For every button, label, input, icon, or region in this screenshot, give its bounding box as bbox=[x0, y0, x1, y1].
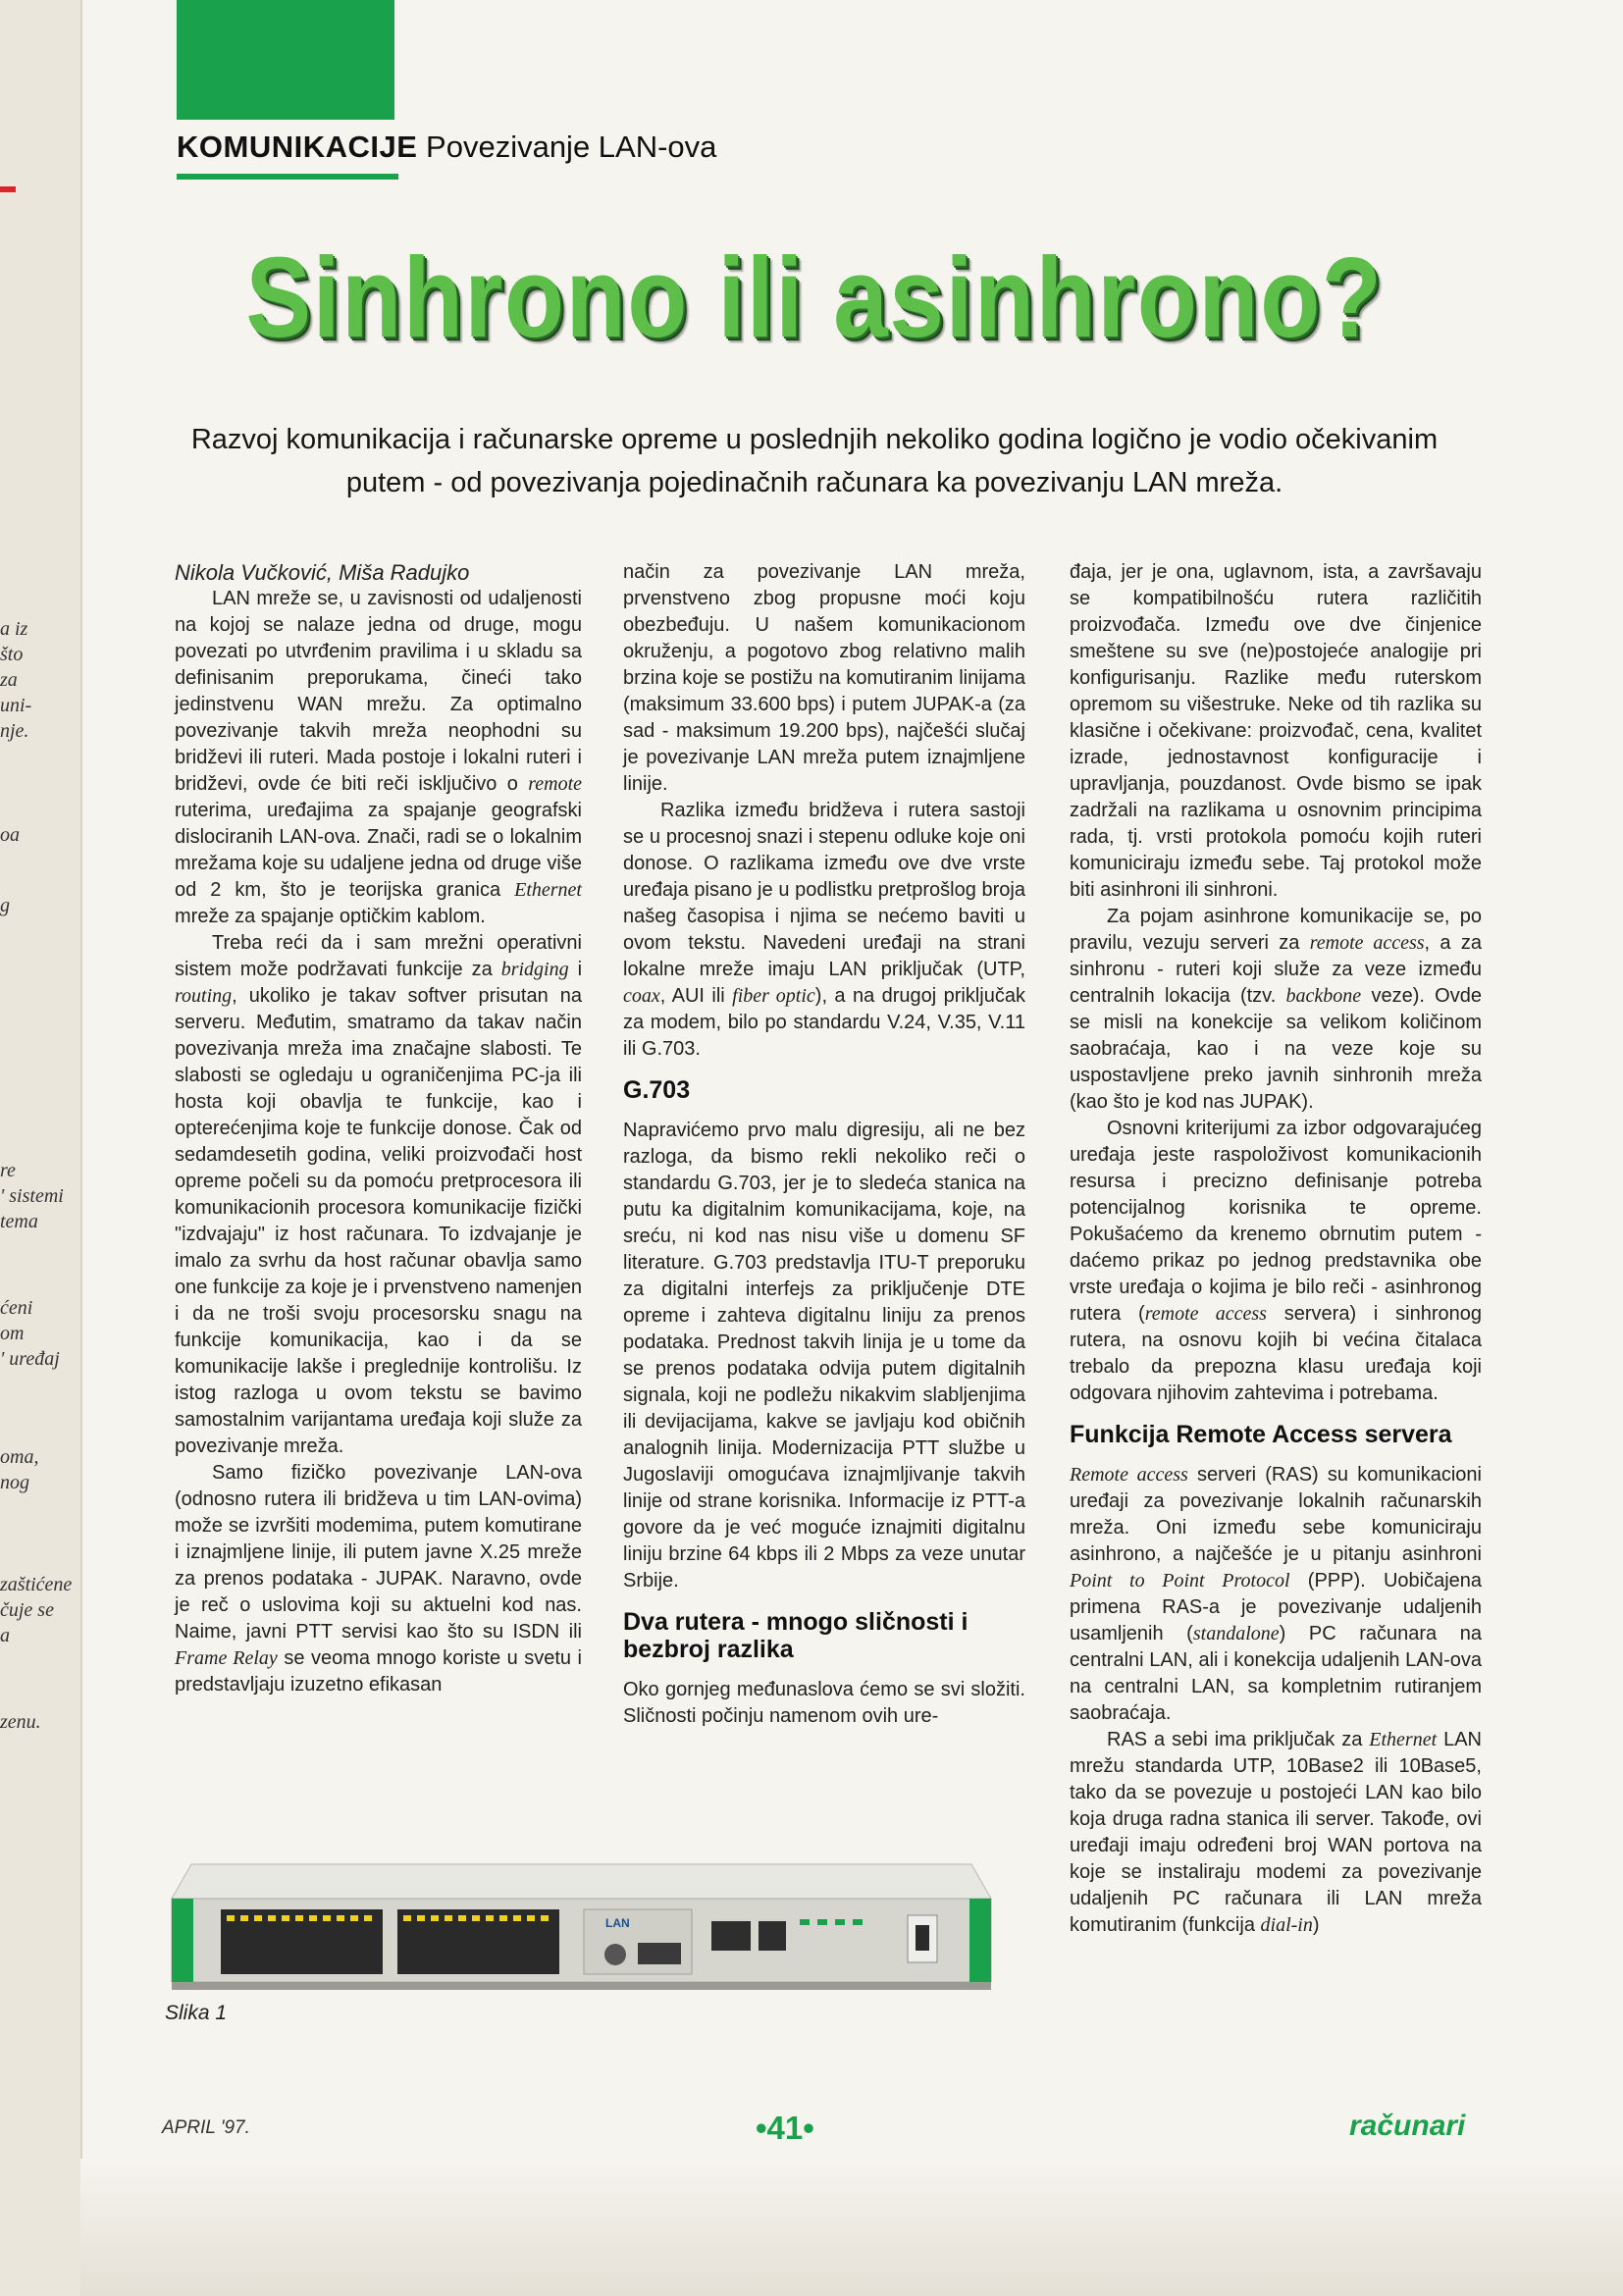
gutter-text: a iz što za uni- nje. bbox=[0, 618, 32, 742]
gutter-text: zaštićene čuje se a bbox=[0, 1574, 73, 1646]
issue-date: APRIL '97. bbox=[162, 2117, 250, 2138]
article-authors: Nikola Vučković, Miša Radujko bbox=[175, 560, 470, 585]
text-column-3 bbox=[1070, 559, 1482, 1939]
gutter-text: zenu. bbox=[0, 1711, 41, 1733]
router-device-image bbox=[162, 1845, 1001, 2002]
gutter-text: oa bbox=[0, 824, 20, 846]
paragraph: Samo fizičko povezivanje LAN-ova (odnosno rutera ili bridževa u tim LAN-ovima) može se izvršiti modemima, putem komutirane i iznajmljene linije, ili putem javne X.25 mreže za prenos podataka - JUPAK. Naravno, ovde je reč o uslovima koji su aktuelni kod nas. Naime, javni PTT servisi kao što su ISDN ili Frame Relay se veoma mnogo koriste u svetu i predstavljaju izuzetno efikasan bbox=[175, 1462, 582, 1696]
page-number: •41• bbox=[756, 2110, 814, 2146]
paragraph: RAS a sebi ima priključak za Ethernet LAN mrežu standarda UTP, 10Base2 ili 10Base5, tako da se povezuje u postojeći LAN kao bilo koja druga radna stanica ili server. Takođe, ovi uređaji imaju određeni broj WAN portova na koje se instaliraju modemi za povezivanje udaljenih PC računara ili LAN mreža komutiranim (funkcija dial-in) bbox=[1070, 1729, 1483, 1936]
paragraph: Treba reći da i sam mrežni operativni sistem može podržavati funkcije za bridging i routing, ukoliko je takav softver prisutan na serveru. Međutim, smatramo da takav način povezivanja mreža ima značajne slabosti. Te slabosti se ogledaju u ograničenjima PC-ja ili hosta koji obavlja te funkcije, kao i opterećenjima koje te funkcije donose. Čak od sedamdesetih godina, veliki proizvođači host opreme počeli su da pomoću pretprocesora ili komunikacionih procesora komunikacije fizički "izdvajaju" iz host računara. To izdvajanje je imalo za svrhu da host računar obavlja samo one funkcije za koje je i prvenstveno namenjen i da ne troši svoju procesorsku snagu na funkcije komunikacija, kao i da se komunikacije lakše i preglednije kontrolišu. Iz istog razloga u ovom tekstu se bavimo samostalnim varijantama uređaja koji služe za povezivanje mreža. bbox=[175, 932, 583, 1457]
subheading: Funkcija Remote Access servera bbox=[1070, 1421, 1452, 1448]
gutter-text: g bbox=[0, 895, 10, 916]
paragraph: Remote access serveri (RAS) su komunikacioni uređaji za povezivanje lokalnih računarskih mreža. Oni između sebe komuniciraju asinhrono, a najčešće je u pitanju asinhroni Point to Point Protocol (PPP). Uobičajena primena RAS-a je povezivanje udaljenih usamljenih (standalone) PC računara na centralni LAN, ali i konekcija udaljenih LAN-ova na centralni LAN, sa kompletnim rutiranjem saobraćaja. bbox=[1070, 1464, 1483, 1724]
red-margin-mark bbox=[0, 186, 16, 192]
gutter-text: oma, nog bbox=[0, 1446, 39, 1493]
section-topic: Povezivanje LAN-ova bbox=[426, 130, 717, 164]
text-column-1 bbox=[175, 559, 582, 1698]
paragraph: đaja, jer je ona, uglavnom, ista, a završavaju se kompatibilnošću rutera različitih proizvođača. Između ove dve činjenice smeštene su sve (ne)postojeće analogije pri konfigurisanju. Razlike među ruterskom opremom su višestruke. Neke od tih razlika su klasične i očekivane: proizvođač, cena, kvalitet izrade, jednostavnost konfiguracije i upravljanja, pouzdanost. Ovde bismo se ipak zadržali na razlikama u osnovnim principima rada, tj. vrsti protokola pomoću kojih ruteri komuniciraju između sebe. Taj protokol može biti asinhroni ili sinhroni. bbox=[1070, 561, 1482, 901]
router-illustration bbox=[162, 1845, 1001, 2002]
previous-page-gutter bbox=[0, 0, 82, 2296]
article-title: Sinhrono ili asinhrono? bbox=[245, 234, 1384, 361]
header-color-block bbox=[177, 0, 394, 120]
paragraph: Razlika između bridževa i rutera sastoji se u procesnoj snazi i stepenu odluke koje oni donose. O razlikama između ove dve vrste uređaja pisano je u podlistku pretprošlog broja našeg časopisa i njima se nećemo baviti u ovom tekstu. Navedeni uređaji na strani lokalne mreže imaju LAN priključak (UTP, coax, AUI ili fiber optic), a na drugoj priključak za modem, bilo po standardu V.24, V.35, V.11 ili G.703. bbox=[623, 800, 1025, 1060]
page-bottom-shadow bbox=[80, 2159, 1623, 2296]
text-column-2 bbox=[623, 559, 1025, 1730]
subheading: G.703 bbox=[623, 1076, 691, 1104]
device-brand-label: LAN bbox=[605, 1916, 630, 1930]
subheading: Dva rutera - mnogo sličnosti i bezbroj razlika bbox=[623, 1608, 969, 1663]
paragraph: Osnovni kriterijumi za izbor odgovarajućeg uređaja jeste raspoloživost komunikacionih resursa i precizno definisanje potreba potencijalnog korisnika te opreme. Pokušaćemo da krenemo obrnutim putem - daćemo prikaz po jednog predstavnika obe vrste uređaja o kojima je bilo reči - asinhronog rutera (remote access servera) i sinhronog rutera, na osnovu kojih bi većina čitalaca trebalo da prepozna klasu uređaja koji odgovara njihovim zahtevima i potrebama. bbox=[1070, 1118, 1483, 1404]
section-header bbox=[177, 130, 717, 169]
paragraph: način za povezivanje LAN mreža, prvenstveno zbog propusne moći koju obezbeđuju. U našem komunikacionom okruženju, a pogotovo zbog relativno malih brzina koje se postižu na komutiranim linijama (maksimum 33.600 bps) i putem JUPAK-a (za sad - maksimum 19.200 bps), najčešći slučaj je povezivanje LAN mreža putem iznajmljene linije. bbox=[623, 561, 1025, 795]
gutter-text: ćeni om ' uređaj bbox=[0, 1297, 60, 1370]
paragraph: Oko gornjeg međunaslova ćemo se svi složiti. Sličnosti počinju namenom ovih ure- bbox=[623, 1679, 1025, 1727]
section-category: KOMUNIKACIJE bbox=[177, 130, 418, 164]
article-lead: Razvoj komunikacija i računarske opreme u poslednjih nekoliko godina logično je vodio očekivanim putem - od povezivanja pojedinačnih računara ka povezivanju LAN mreža. bbox=[190, 424, 1439, 498]
paragraph: Napravićemo prvo malu digresiju, ali ne bez razloga, da bismo rekli nekoliko reči o standardu G.703, jer je to sledeća stanica na putu ka digitalnim komunikacijama, koje, na sreću, ni kod nas nisu više u domenu SF literature. G.703 predstavlja ITU-T preporuku za digitalni interfejs za priključenje DTE opreme i zahteva digitalnu liniju za prenos podataka. Prednost takvih linija je u tome da se prenos podataka odvija putem digitalnih signala, koji ne podležu nikakvim slabljenjima ili devijacijama, kakve se javljaju kod običnih analognih linija. Modernizacija PTT službe u Jugoslaviji omogućava iznajmljivanje takvih linije od strane korisnika. Informacije iz PTT-a govore da je već moguće iznajmiti digitalnu liniju brzine 64 kbps ili 2 Mbps za veze unutar Srbije. bbox=[623, 1120, 1025, 1592]
magazine-name: računari bbox=[1349, 2110, 1466, 2142]
paragraph: LAN mreže se, u zavisnosti od udaljenosti na kojoj se nalaze jedna od druge, mogu povezati po utvrđenim pravilima i u skladu sa definisanim preporukama, čineći tako jedinstvenu WAN mrežu. Za optimalno povezivanje takvih mreža neophodni su bridževi ili ruteri. Mada postoje i lokalni ruteri i bridževi, ovde će biti reči isključivo o remote ruterima, uređajima za spajanje geografski dislociranih LAN-ova. Znači, radi se o lokalnim mrežama koje su udaljene jedna od druge više od 2 km, što je teorijska granica Ethernet mreže za spajanje optičkim kablom. bbox=[175, 588, 582, 927]
header-underline bbox=[177, 174, 398, 180]
gutter-text: re ' sistemi tema bbox=[0, 1160, 64, 1232]
figure-caption: Slika 1 bbox=[165, 2002, 228, 2024]
paragraph: Za pojam asinhrone komunikacije se, po pravilu, vezuju serveri za remote access, a za sinhronu - ruteri koji služe za veze između centralnih lokacija (tzv. backbone veze). Ovde se misli na konekcije sa velikom količinom saobraćaja, kao i na veze koje su uspostavljene preko javnih sinhronih mreža (kao što je kod nas JUPAK). bbox=[1070, 906, 1482, 1113]
